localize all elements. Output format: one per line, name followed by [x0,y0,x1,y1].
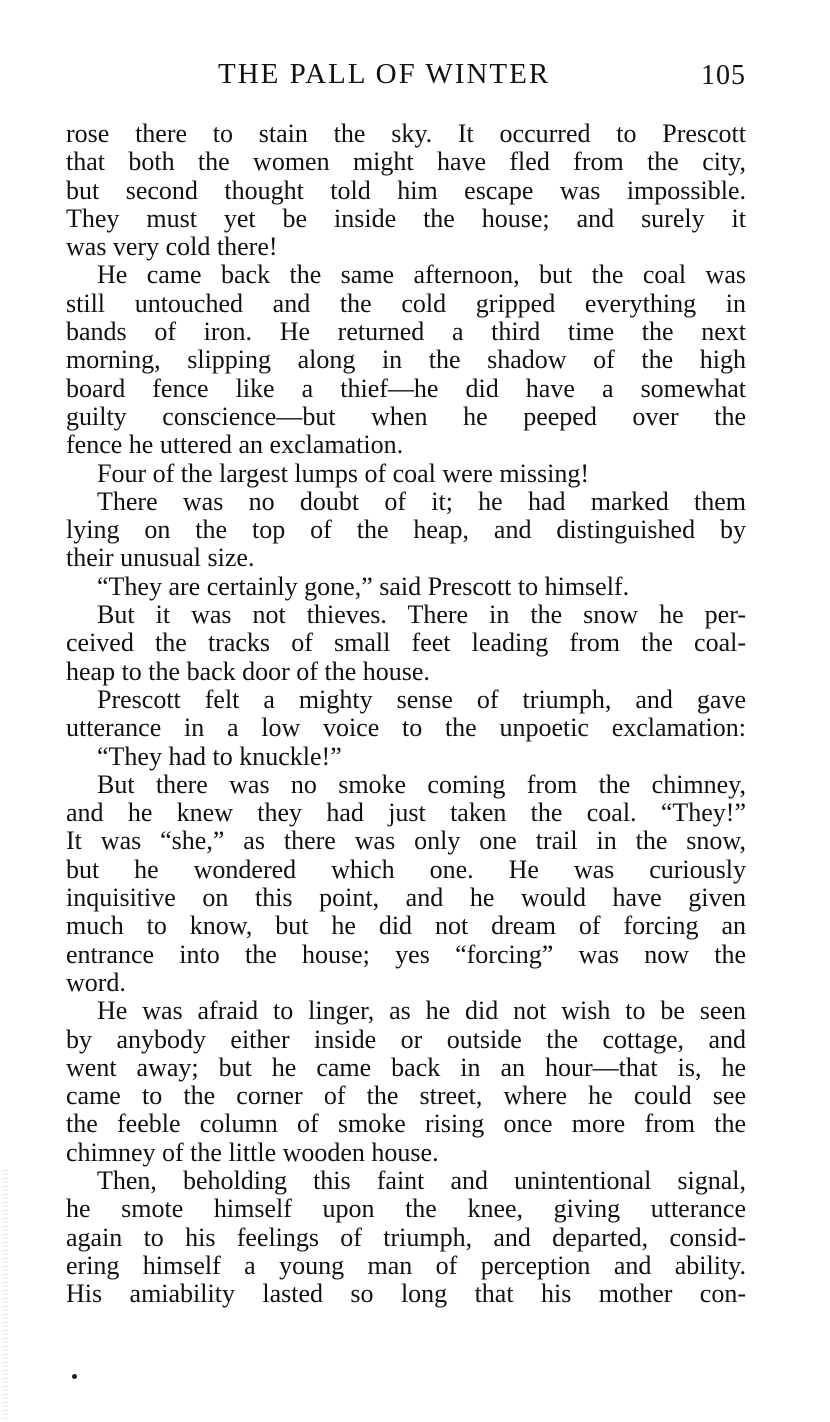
text-line: was very cold there! [66,233,278,262]
text-line: their unusual size. [66,544,255,573]
text-line: It was “she,” as there was only one trail in the snow, [66,827,746,856]
page-number: 105 [701,60,746,91]
text-line: that both the women might have fled from the city, [66,148,746,177]
text-line: bands of iron. He returned a third time the next [66,318,746,347]
text-line: but he wondered which one. He was curiously [66,855,746,884]
text-line: chimney of the little wooden house. [66,1138,439,1167]
scan-edge-artifact [2,1170,8,1420]
text-line: still untouched and the cold gripped everything in [66,289,746,318]
ink-speck [72,1374,77,1379]
text-line: But it was not thieves. There in the snow he per- [97,601,746,630]
text-line: He came back the same afternoon, but the coal was [97,261,746,290]
text-line: They must yet be inside the house; and surely it [66,204,746,233]
text-line: word. [66,968,126,997]
text-line: rose there to stain the sky. It occurred to Prescott [66,120,746,148]
body-text [66,120,746,1308]
text-line: fence he uttered an exclamation. [66,431,404,460]
text-line: inquisitive on this point, and he would have given [66,884,746,913]
text-line: much to know, but he did not dream of forcing an [66,912,746,941]
text-line: “They are certainly gone,” said Prescott to himself. [97,572,630,601]
chapter-title: THE PALL OF WINTER [218,58,551,90]
text-line: but second thought told him escape was impossible. [66,176,746,205]
text-line: There was no doubt of it; he had marked them [97,487,746,516]
text-line: Then, beholding this faint and unintentional signal, [97,1166,746,1195]
text-line: ering himself a young man of perception and ability. [66,1251,746,1280]
text-line: lying on the top of the heap, and distinguished by [66,516,746,545]
text-line: again to his feelings of triumph, and departed, consid- [66,1223,746,1252]
text-line: Prescott felt a mighty sense of triumph, and gave [97,685,746,714]
text-line: and he knew they had just taken the coal. “They!” [66,799,746,828]
text-line: heap to the back door of the house. [66,657,430,686]
text-line: “They had to knuckle!” [97,742,342,771]
text-line: utterance in a low voice to the unpoetic exclamation: [66,714,746,743]
text-line: he smote himself upon the knee, giving utterance [66,1195,746,1224]
text-line: He was afraid to linger, as he did not wish to be seen [97,997,746,1026]
text-line: morning, slipping along in the shadow of the high [66,346,746,375]
text-line: But there was no smoke coming from the chimney, [97,770,746,799]
text-line: guilty conscience—but when he peeped over the [66,402,746,431]
text-line: ceived the tracks of small feet leading from the coal- [66,629,746,658]
text-line: His amiability lasted so long that his mother con- [66,1280,746,1309]
text-line: by anybody either inside or outside the cottage, and [66,1025,746,1054]
text-line: entrance into the house; yes “forcing” was now the [66,940,746,969]
text-line: Four of the largest lumps of coal were missing! [97,459,589,488]
text-line: went away; but he came back in an hour—that is, he [66,1053,746,1082]
text-line: the feeble column of smoke rising once more from the [66,1110,746,1139]
text-line: came to the corner of the street, where he could see [66,1082,746,1111]
text-line: board fence like a thief—he did have a somewhat [66,374,746,403]
running-header [66,56,746,96]
